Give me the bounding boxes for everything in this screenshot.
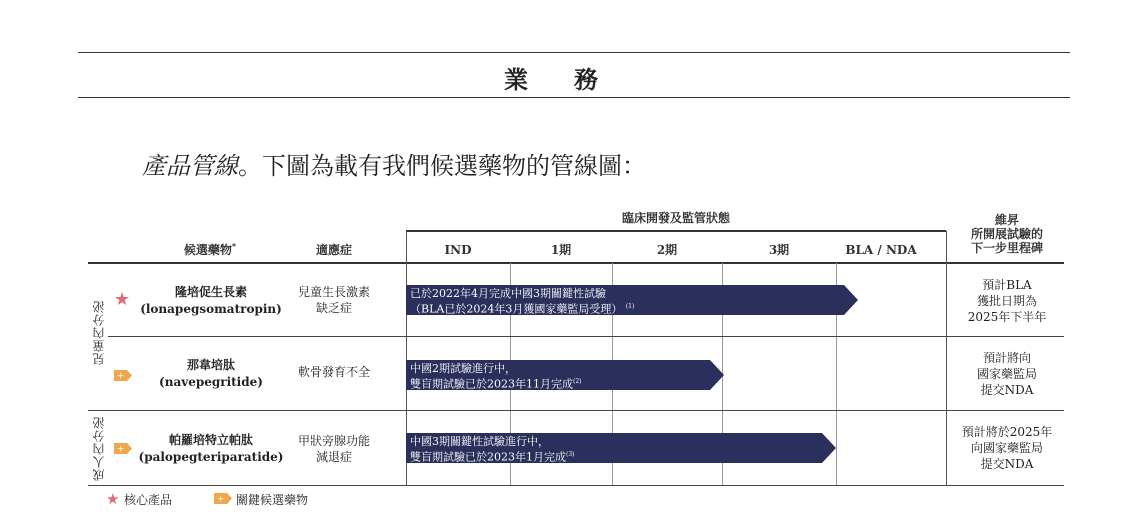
indication-cell — [284, 433, 384, 465]
header-bottom-rule — [78, 97, 1070, 98]
drug-name — [131, 357, 291, 391]
milestone-cell — [946, 350, 1068, 398]
table-bottom-rule — [88, 485, 1064, 486]
indication-line: 兒童生長激素 — [297, 285, 370, 299]
milestone-cell — [946, 277, 1068, 325]
drug-name-en: (navepegritide) — [159, 375, 263, 389]
milestone-line: 提交NDA — [980, 383, 1034, 397]
progress-bar-text — [406, 285, 846, 315]
header-top-rule — [78, 52, 1070, 53]
milestone-header-line2: 所開展試驗的 — [970, 227, 1043, 241]
stage-header-phase3: 3期 — [768, 243, 790, 257]
indication-line: 軟骨發育不全 — [297, 365, 370, 379]
stage-header-ind: IND — [444, 243, 472, 257]
candidate-header-note: * — [231, 241, 237, 251]
legend-key-candidate-icon — [214, 493, 232, 504]
drug-name — [131, 284, 291, 318]
table-header-rule — [88, 262, 1064, 264]
milestone-line: 2025年下半年 — [967, 310, 1047, 324]
section-title: 業務 — [504, 65, 644, 94]
indication-cell — [284, 284, 384, 316]
drug-name-cn: 隆培促生長素 — [174, 285, 247, 299]
indication-cell — [284, 364, 384, 380]
bar-line-2-text: （BLA已於2024年3月獲國家藥監局受理） — [410, 302, 623, 316]
row-separator — [108, 336, 1064, 337]
row-separator — [88, 410, 1064, 411]
indication-line: 減退症 — [315, 450, 352, 464]
drug-name-cn: 那韋培肽 — [186, 358, 235, 372]
milestone-header — [946, 213, 1068, 255]
intro-sentence — [142, 146, 646, 181]
bar-line-2 — [410, 448, 824, 464]
drug-name — [131, 432, 291, 466]
group-label-adult: 成人內分泌 — [92, 416, 106, 481]
milestone-line: 預計將向 — [982, 351, 1031, 365]
footnote-ref: (2) — [573, 378, 582, 385]
milestone-header-line1: 維昇 — [994, 213, 1019, 227]
key-candidate-icon — [114, 370, 132, 381]
bar-line-1: 中國3期關鍵性試驗進行中， — [410, 435, 549, 448]
drug-name-cn: 帕羅培特立帕肽 — [168, 433, 253, 447]
drug-name-en: (palopegteriparatide) — [138, 450, 284, 464]
legend-star-icon: ★ — [106, 490, 120, 508]
stage-header-phase1: 1期 — [550, 243, 572, 257]
svg-text:+: + — [116, 444, 125, 454]
bar-line-2-text: 雙盲期試驗已於2023年1月完成 — [410, 450, 566, 464]
candidate-header-label: 候選藥物 — [183, 243, 232, 257]
intro-emphasis: 產品管線 — [142, 152, 238, 180]
status-group-rule — [406, 230, 946, 232]
progress-bar-text — [406, 360, 712, 390]
candidate-header — [150, 241, 270, 258]
footnote-ref: (3) — [566, 451, 575, 458]
bar-line-2 — [410, 375, 712, 391]
stage-header-bla-nda: BLA / NDA — [845, 243, 917, 257]
milestone-cell — [946, 424, 1068, 472]
drug-name-en: (lonapegsomatropin) — [140, 302, 282, 316]
bar-line-1: 已於2022年4月完成中國3期關鍵性試驗 — [410, 287, 606, 300]
group-label-pediatric: 兒童內分泌 — [92, 300, 106, 365]
legend-core: 核心產品 — [124, 493, 173, 507]
footnote-ref: (1) — [625, 303, 635, 310]
star-icon: ★ — [114, 289, 131, 310]
indication-line: 甲狀旁腺功能 — [297, 434, 370, 448]
legend-key: 關鍵候選藥物 — [236, 493, 309, 507]
key-candidate-icon — [114, 443, 132, 454]
indication-line: 缺乏症 — [315, 301, 352, 315]
milestone-line: 獲批日期為 — [976, 294, 1037, 308]
milestone-line: 預計將於2025年 — [961, 425, 1053, 439]
milestone-line: 提交NDA — [980, 457, 1034, 471]
milestone-line: 向國家藥監局 — [970, 441, 1043, 455]
bar-line-1: 中國2期試驗進行中， — [410, 362, 516, 375]
bar-line-2 — [410, 300, 846, 316]
intro-text: 。下圖為載有我們候選藥物的管線圖： — [238, 152, 646, 180]
indication-header: 適應症 — [315, 243, 352, 257]
milestone-line: 預計BLA — [982, 278, 1032, 292]
svg-text:+: + — [116, 371, 125, 381]
svg-text:+: + — [216, 494, 225, 504]
stage-header-phase2: 2期 — [656, 243, 678, 257]
bar-line-2-text: 雙盲期試驗已於2023年11月完成 — [410, 377, 573, 391]
milestone-header-line3: 下一步里程碑 — [970, 241, 1043, 255]
progress-bar-text — [406, 433, 824, 463]
milestone-line: 國家藥監局 — [976, 367, 1037, 381]
status-group-header: 臨床開發及監管狀態 — [621, 211, 730, 225]
